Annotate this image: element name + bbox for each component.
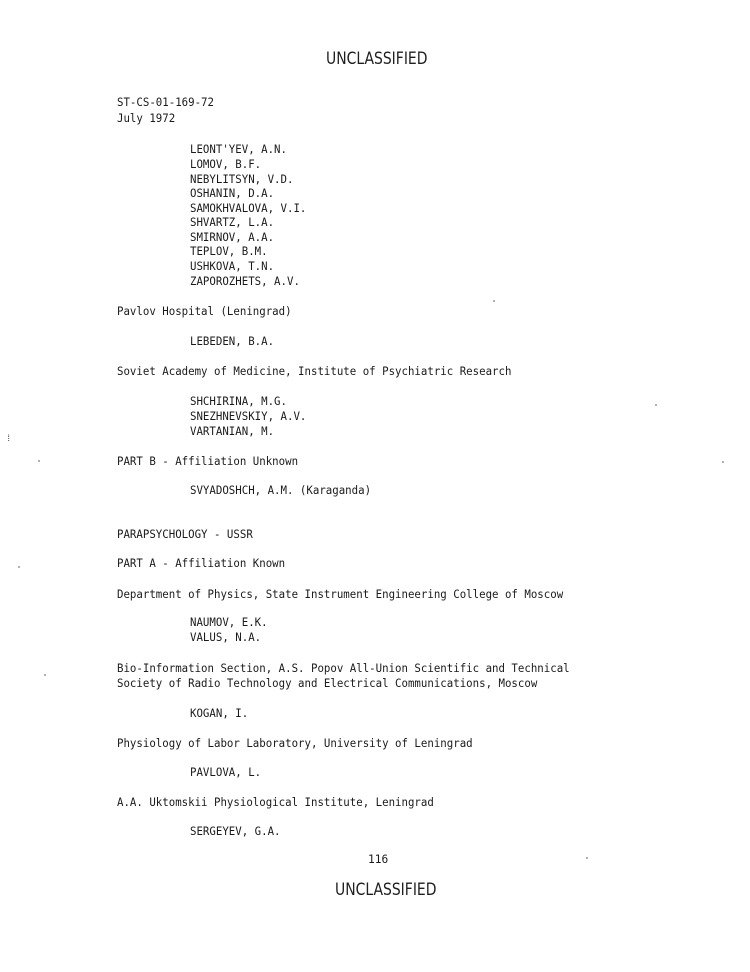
part-heading: PART B - Affiliation Unknown	[117, 455, 299, 468]
name-entry: SHVARTZ, L.A.	[190, 216, 275, 229]
name-entry: SNEZHNEVSKIY, A.V.	[190, 410, 307, 423]
classification-footer: UNCLASSIFIED	[335, 880, 437, 900]
name-entry: LEONT'YEV, A.N.	[190, 143, 288, 156]
scan-speck	[44, 674, 46, 676]
section-heading: Soviet Academy of Medicine, Institute of Psychiatric Research	[117, 365, 512, 378]
scan-speck	[586, 857, 588, 859]
name-entry: VALUS, N.A.	[190, 631, 262, 644]
name-entry: NEBYLITSYN, V.D.	[190, 173, 294, 186]
name-entry: SMIRNOV, A.A.	[190, 231, 275, 244]
page-number: 116	[368, 853, 389, 866]
scan-speck	[18, 566, 20, 568]
scan-speck	[38, 460, 40, 462]
section-heading: Department of Physics, State Instrument Engineering College of Moscow	[117, 588, 564, 601]
name-entry: SERGEYEV, G.A.	[190, 825, 281, 838]
document-number: ST-CS-01-169-72	[117, 96, 215, 109]
classification-header: UNCLASSIFIED	[326, 49, 428, 69]
scan-speck	[655, 404, 657, 406]
part-heading: PART A - Affiliation Known	[117, 557, 286, 570]
section-title: PARAPSYCHOLOGY - USSR	[117, 528, 253, 541]
document-date: July 1972	[117, 112, 176, 125]
name-entry: TEPLOV, B.M.	[190, 245, 268, 258]
scan-speck	[722, 461, 724, 463]
name-entry: SVYADOSHCH, A.M. (Karaganda)	[190, 484, 372, 497]
name-entry: SHCHIRINA, M.G.	[190, 395, 288, 408]
name-entry: VARTANIAN, M.	[190, 425, 275, 438]
section-heading: A.A. Uktomskii Physiological Institute, Leningrad	[117, 796, 434, 809]
scan-artifact-mark: ⁞	[6, 434, 12, 444]
name-entry: LOMOV, B.F.	[190, 158, 262, 171]
name-entry: SAMOKHVALOVA, V.I.	[190, 202, 307, 215]
name-entry: KOGAN, I.	[190, 707, 249, 720]
name-entry: OSHANIN, D.A.	[190, 187, 275, 200]
section-heading: Pavlov Hospital (Leningrad)	[117, 305, 292, 318]
name-entry: ZAPOROZHETS, A.V.	[190, 275, 300, 288]
scan-speck	[493, 300, 495, 302]
section-heading: Bio-Information Section, A.S. Popov All-Union Scientific and Technical	[117, 662, 570, 675]
section-heading: Physiology of Labor Laboratory, University of Leningrad	[117, 737, 473, 750]
name-entry: USHKOVA, T.N.	[190, 260, 275, 273]
name-entry: PAVLOVA, L.	[190, 766, 262, 779]
section-heading: Society of Radio Technology and Electrical Communications, Moscow	[117, 677, 538, 690]
name-entry: NAUMOV, E.K.	[190, 616, 268, 629]
name-entry: LEBEDEN, B.A.	[190, 335, 275, 348]
